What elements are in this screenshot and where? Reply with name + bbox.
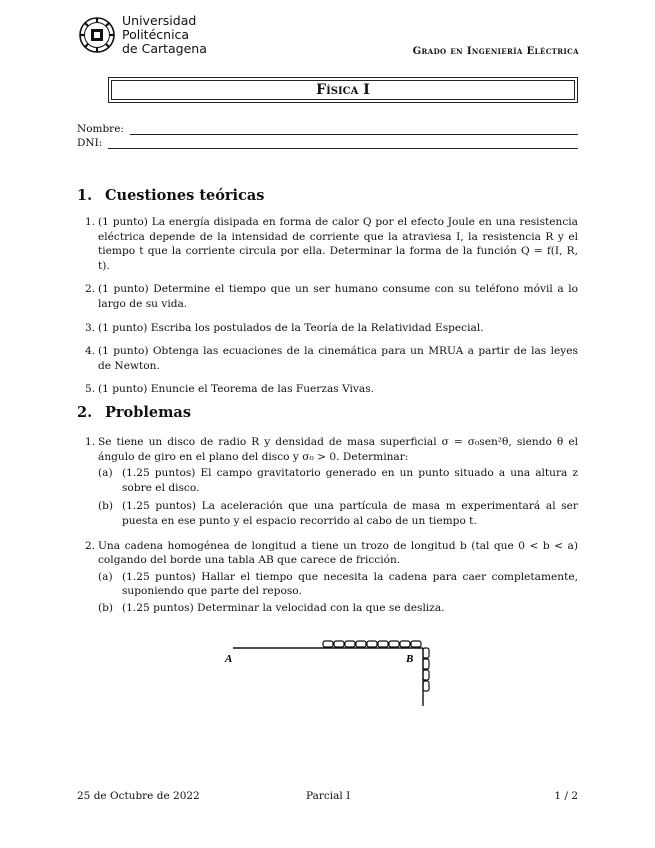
item-number: 1. — [85, 436, 96, 448]
item-number: 3. — [85, 321, 96, 334]
problem-1-part-b — [98, 499, 578, 528]
list-item — [85, 282, 578, 311]
dni-label: DNI: — [77, 137, 103, 149]
item-text: (1 punto) Determine el tiempo que un ser humano consume con su teléfono móvil a lo largo de su vida. — [98, 283, 578, 310]
dni-line[interactable] — [108, 138, 578, 149]
item-text: (1 punto) La energía disipada en forma de calor Q por el efecto Joule en una resistencia eléctrica depende de la intensidad de corriente que la atraviesa I, la resistencia R y el tiempo t que la corriente circula por ella. Determinar la forma de la función Q = f(I, R, t). — [98, 216, 578, 272]
item-number: 4. — [85, 345, 96, 358]
chain-links-horizontal — [323, 641, 421, 647]
section-1-list — [85, 215, 578, 397]
part-text: (1.25 puntos) Hallar el tiempo que necesita la cadena para caer completamente, suponiendo que parte del reposo. — [122, 570, 578, 598]
section-1-number: 1. — [77, 187, 93, 204]
item-number: 2. — [85, 283, 96, 296]
part-label: (b) — [98, 601, 114, 614]
part-text: (1.25 puntos) El campo gravitatorio generado en un punto situado a una altura z sobre el disco. — [122, 467, 578, 494]
university-line-2: Politécnica — [122, 27, 190, 42]
university-name — [122, 14, 207, 56]
university-line-1: Universidad — [122, 13, 197, 28]
dni-field[interactable] — [77, 137, 578, 149]
title-box — [108, 77, 578, 103]
label-b: B — [406, 653, 414, 665]
degree-name: Grado en Ingeniería Eléctrica — [412, 46, 579, 57]
name-line[interactable] — [130, 124, 578, 135]
part-label: (a) — [98, 467, 113, 480]
section-1-heading — [77, 187, 264, 204]
part-label: (a) — [98, 570, 113, 583]
name-field[interactable] — [77, 123, 578, 135]
item-number: 2. — [85, 539, 96, 552]
footer-page: 1 / 2 — [554, 790, 578, 802]
problem-2 — [85, 539, 578, 568]
item-text: (1 punto) Enuncie el Teorema de las Fuerzas Vivas. — [98, 383, 375, 396]
list-item — [85, 382, 578, 397]
page-title: Física I — [111, 80, 575, 100]
item-number: 1. — [85, 216, 96, 228]
section-2-number: 2. — [77, 404, 93, 421]
problem-2-part-a — [98, 570, 578, 599]
part-text: (1.25 puntos) Determinar la velocidad con la que se desliza. — [122, 601, 445, 614]
footer-exam: Parcial I — [306, 790, 351, 802]
problem-2-part-b — [98, 601, 578, 616]
university-logo — [78, 14, 207, 56]
name-label: Nombre: — [77, 123, 124, 135]
part-label: (b) — [98, 500, 114, 513]
section-2-heading — [77, 404, 191, 421]
list-item — [85, 215, 578, 273]
chain-table-figure — [215, 636, 445, 708]
item-text: Una cadena homogénea de longitud a tiene un trozo de longitud b (tal que 0 < b < a) colgando del borde una tabla AB que carece de fricción. — [98, 539, 578, 567]
list-item — [85, 321, 578, 336]
list-item — [85, 344, 578, 373]
university-seal-icon — [78, 16, 116, 54]
section-2-title: Problemas — [105, 404, 191, 421]
footer-date: 25 de Octubre de 2022 — [77, 790, 200, 802]
university-line-3: de Cartagena — [122, 41, 207, 56]
item-number: 5. — [85, 383, 96, 396]
section-1-title: Cuestiones teóricas — [105, 187, 265, 204]
part-text: (1.25 puntos) La aceleración que una partícula de masa m experimentará al ser puesta en ese punto y el espacio recorrido al cabo de un tiempo t. — [122, 500, 578, 527]
chain-links-vertical — [423, 648, 429, 691]
label-a: A — [225, 653, 233, 665]
item-text: (1 punto) Obtenga las ecuaciones de la cinemática para un MRUA a partir de las leyes de Newton. — [98, 345, 578, 372]
problem-1 — [85, 435, 578, 464]
item-text: (1 punto) Escriba los postulados de la Teoría de la Relatividad Especial. — [98, 321, 484, 334]
item-text: Se tiene un disco de radio R y densidad de masa superficial σ = σ₀sen²θ, siendo θ el ángulo de giro en el plano del disco y σ₀ > 0. Determinar: — [98, 436, 578, 463]
section-2-list — [85, 435, 578, 616]
problem-1-part-a — [98, 466, 578, 495]
